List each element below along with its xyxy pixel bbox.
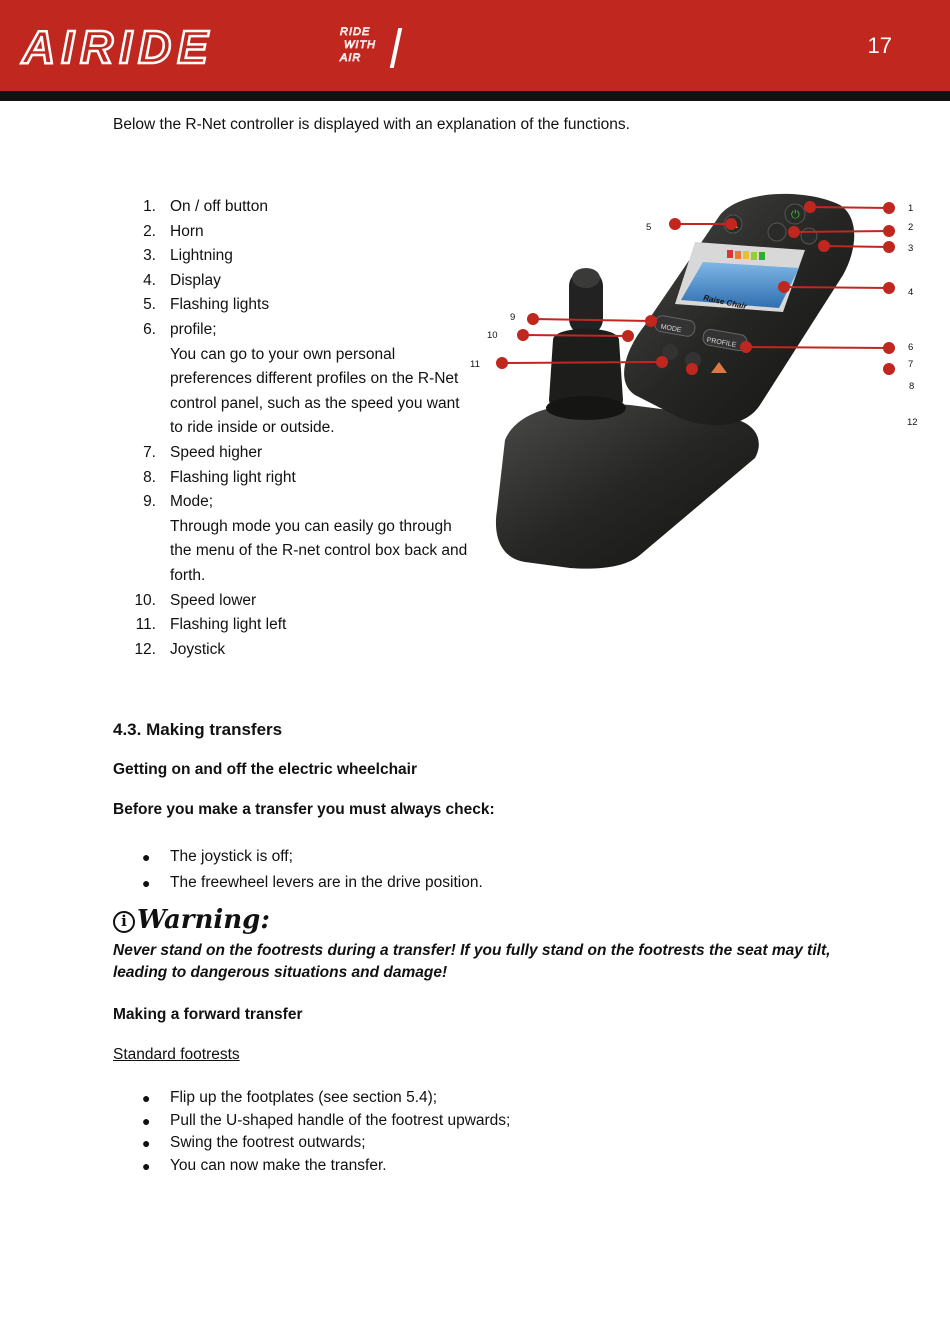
- bullet-icon: ●: [142, 849, 151, 865]
- item-number: 5.: [143, 296, 156, 314]
- item-label: Speed higher: [170, 443, 263, 461]
- item-number: 1.: [143, 198, 156, 215]
- list-item: [113, 844, 483, 870]
- callout-label-1: 1: [908, 203, 914, 214]
- svg-text:⏻: ⏻: [791, 209, 800, 221]
- list-item: [113, 269, 473, 294]
- item-label: Flashing lights: [170, 296, 270, 314]
- header-underline: [0, 91, 950, 101]
- bullet-text: The joystick is off;: [170, 848, 293, 865]
- item-number: 7.: [143, 443, 156, 461]
- bullet-text: Pull the U-shaped handle of the footrest upwards;: [170, 1111, 511, 1129]
- item-label: Mode;: [170, 493, 214, 511]
- intro-text: Below the R-Net controller is displayed with an explanation of the functions.: [113, 116, 630, 133]
- callout-label-9: 9: [510, 312, 516, 323]
- item-label: Lightning: [170, 247, 233, 265]
- callout-label-11: 11: [470, 359, 480, 370]
- item-number: 10.: [134, 591, 156, 609]
- callout-label-2: 2: [908, 222, 914, 233]
- controller-base: [496, 403, 759, 568]
- item-label: Joystick: [170, 640, 226, 658]
- bullet-text: Swing the footrest outwards;: [170, 1134, 366, 1151]
- callout-label-7: 7: [908, 359, 914, 370]
- item-number: 9.: [143, 493, 156, 511]
- item-label: On / off button: [170, 198, 268, 215]
- logo-tag-line-3: AIR: [340, 52, 362, 64]
- forward-transfer-heading: Making a forward transfer: [113, 1006, 303, 1023]
- section-title: 4.3. Making transfers: [113, 720, 283, 739]
- bullet-icon: ●: [142, 1135, 151, 1151]
- item-number: 8.: [143, 468, 156, 486]
- list-item: [113, 441, 473, 466]
- airide-logo: [22, 21, 412, 73]
- controller-illustration: [465, 190, 945, 580]
- item-number: 6.: [143, 320, 156, 338]
- list-item: [113, 638, 473, 663]
- item-label: Flashing light left: [170, 616, 287, 634]
- callout-label-6: 6: [908, 342, 914, 353]
- check-heading: Before you make a transfer you must always check:: [113, 801, 495, 818]
- item-detail: Through mode you can easily go through the menu of the R-net control box back and forth.: [170, 517, 468, 584]
- item-number: 3.: [143, 247, 156, 265]
- steps-list: [113, 1087, 510, 1177]
- list-item: [113, 220, 473, 245]
- page-header: [0, 0, 950, 100]
- logo-tag-line-2: WITH: [344, 39, 377, 51]
- logo-wordmark: AIRIDE: [22, 21, 214, 73]
- item-label: Display: [170, 271, 221, 289]
- callout-label-4: 4: [908, 287, 914, 298]
- list-item: [113, 589, 473, 614]
- check-list: [113, 844, 483, 896]
- page-number: 17: [867, 33, 892, 58]
- list-item: [113, 613, 473, 638]
- list-item: [113, 490, 473, 588]
- list-item: [113, 870, 483, 896]
- warning-text: Never stand on the footrests during a transfer! If you fully stand on the footrests the seat may tilt, leading to dangerous situations and damage!: [113, 942, 831, 981]
- callout-label-5: 5: [646, 222, 652, 233]
- standard-footrests-heading: Standard footrests: [113, 1046, 240, 1063]
- item-number: 2.: [143, 222, 156, 240]
- item-label: Horn: [170, 222, 204, 240]
- bullet-text: The freewheel levers are in the drive position.: [170, 874, 483, 891]
- warning-title-text: Warning:: [137, 905, 270, 935]
- list-item: [113, 244, 473, 269]
- section-subtitle: Getting on and off the electric wheelchair: [113, 761, 418, 778]
- item-label: profile;: [170, 320, 217, 338]
- mode-button-label: MODE: [659, 323, 682, 335]
- list-item: [113, 293, 473, 318]
- list-item: [113, 195, 473, 220]
- rnet-controller-figure: [465, 190, 945, 580]
- list-item: [113, 1087, 510, 1110]
- bullet-text: Flip up the footplates (see section 5.4);: [170, 1089, 438, 1106]
- list-item: [113, 1110, 510, 1133]
- bullet-icon: ●: [142, 875, 151, 891]
- list-item: [113, 1132, 510, 1155]
- horn-button: [768, 223, 786, 241]
- item-number: 12.: [134, 640, 156, 658]
- item-label: Flashing light right: [170, 468, 296, 486]
- item-number: 4.: [143, 271, 156, 289]
- bullet-icon: ●: [142, 1157, 151, 1174]
- profile-button-label: PROFILE: [706, 336, 737, 349]
- item-detail: You can go to your own personal preferences different profiles on the R-Net control panel, such as the speed you want to ride inside or outside.: [170, 345, 460, 437]
- warning-title: [113, 905, 270, 935]
- callout-label-8: 8: [909, 381, 915, 392]
- list-item: [113, 466, 473, 491]
- item-number: 11.: [135, 616, 156, 634]
- list-item: [113, 318, 473, 441]
- screen-text: Raise Chair: [702, 293, 748, 312]
- info-icon: i: [113, 911, 135, 933]
- function-list: [113, 195, 473, 662]
- bullet-icon: ●: [142, 1112, 151, 1129]
- lights-button: [801, 228, 817, 244]
- item-label: Speed lower: [170, 591, 257, 609]
- list-item: [113, 1155, 510, 1178]
- callout-label-3: 3: [908, 243, 914, 254]
- logo-tag-line-1: RIDE: [340, 26, 371, 38]
- callout-label-12: 12: [907, 417, 918, 428]
- bullet-icon: ●: [142, 1090, 151, 1106]
- callout-label-10: 10: [487, 330, 498, 341]
- bullet-text: You can now make the transfer.: [170, 1156, 387, 1174]
